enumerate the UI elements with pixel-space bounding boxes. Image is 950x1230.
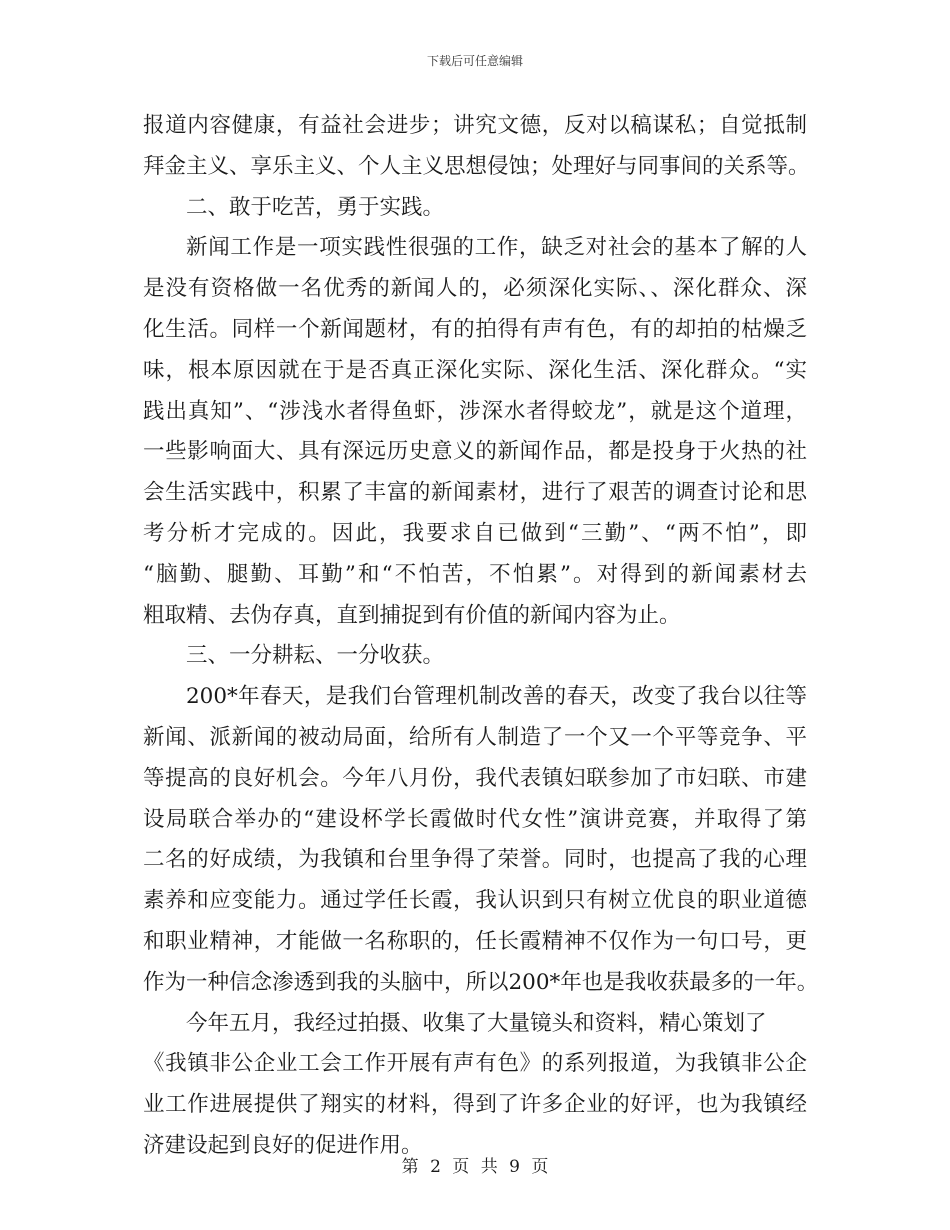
text-line: 和职业精神，才能做一名称职的，任长霞精神不仅作为一句口号，更 (143, 928, 807, 954)
section-heading: 三、一分耕耘、一分收获。 (186, 643, 445, 669)
page-header-note: 下载后可任意编辑 (426, 54, 523, 68)
text-line: 等提高的良好机会。今年八月份，我代表镇妇联参加了市妇联、市建 (143, 765, 807, 791)
text-line: 化生活。同样一个新闻题材，有的拍得有声有色，有的却拍的枯燥乏 (143, 316, 807, 342)
text-line: 新闻、派新闻的被动局面，给所有人制造了一个又一个平等竞争、平 (143, 724, 807, 750)
text-line: 二名的好成绩，为我镇和台里争得了荣誉。同时，也提高了我的心理 (143, 847, 807, 873)
text-line: 报道内容健康，有益社会进步；讲究文德，反对以稿谋私；自觉抵制 (143, 113, 807, 138)
text-line: 味，根本原因就在于是否真正深化实际、深化生活、深化群众。“实 (143, 357, 807, 383)
text-line: 业工作进展提供了翔实的材料，得到了许多企业的好评，也为我镇经 (143, 1092, 807, 1118)
text-line: 是没有资格做一名优秀的新闻人的，必须深化实际、、深化群众、深 (143, 276, 807, 302)
text-line: 作为一种信念渗透到我的头脑中，所以200*年也是我收获最多的一年。 (143, 969, 819, 995)
section-heading: 二、敢于吃苦，勇于实践。 (186, 194, 445, 220)
text-line: 拜金主义、享乐主义、个人主义思想侵蚀；处理好与同事间的关系等。 (143, 153, 810, 179)
text-line: “脑勤、腿勤、耳勤”和“不怕苦，不怕累”。对得到的新闻素材去 (143, 561, 807, 587)
text-line: 会生活实践中，积累了丰富的新闻素材，进行了艰苦的调查讨论和思 (143, 480, 807, 506)
text-line: 一些影响面大、具有深远历史意义的新闻作品，都是投身于火热的社 (143, 439, 807, 465)
text-line: 设局联合举办的“建设杯学长霞做时代女性”演讲竞赛，并取得了第 (143, 806, 807, 832)
text-line: 新闻工作是一项实践性很强的工作，缺乏对社会的基本了解的人 (186, 235, 807, 261)
text-line: 今年五月，我经过拍摄、收集了大量镜头和资料，精心策划了 (186, 1010, 767, 1036)
text-line: 考分析才完成的。因此，我要求自已做到“三勤”、“两不怕”，即 (143, 520, 807, 546)
text-line: 素养和应变能力。通过学任长霞，我认识到只有树立优良的职业道德 (143, 888, 807, 914)
text-line: 践出真知”、“涉浅水者得鱼虾，涉深水者得蛟龙”，就是这个道理， (143, 398, 807, 424)
document-body (143, 106, 819, 1167)
text-line: 济建设起到良好的促进作用。 (143, 1132, 423, 1158)
page-number-footer: 第 2 页 共 9 页 (401, 1157, 549, 1177)
text-line: 粗取精、去伪存真，直到捕捉到有价值的新闻内容为止。 (143, 602, 681, 628)
text-line: 200*年春天，是我们台管理机制改善的春天，改变了我台以往等 (186, 684, 807, 710)
text-line: 《我镇非公企业工会工作开展有声有色》的系列报道，为我镇非公企 (143, 1051, 807, 1077)
